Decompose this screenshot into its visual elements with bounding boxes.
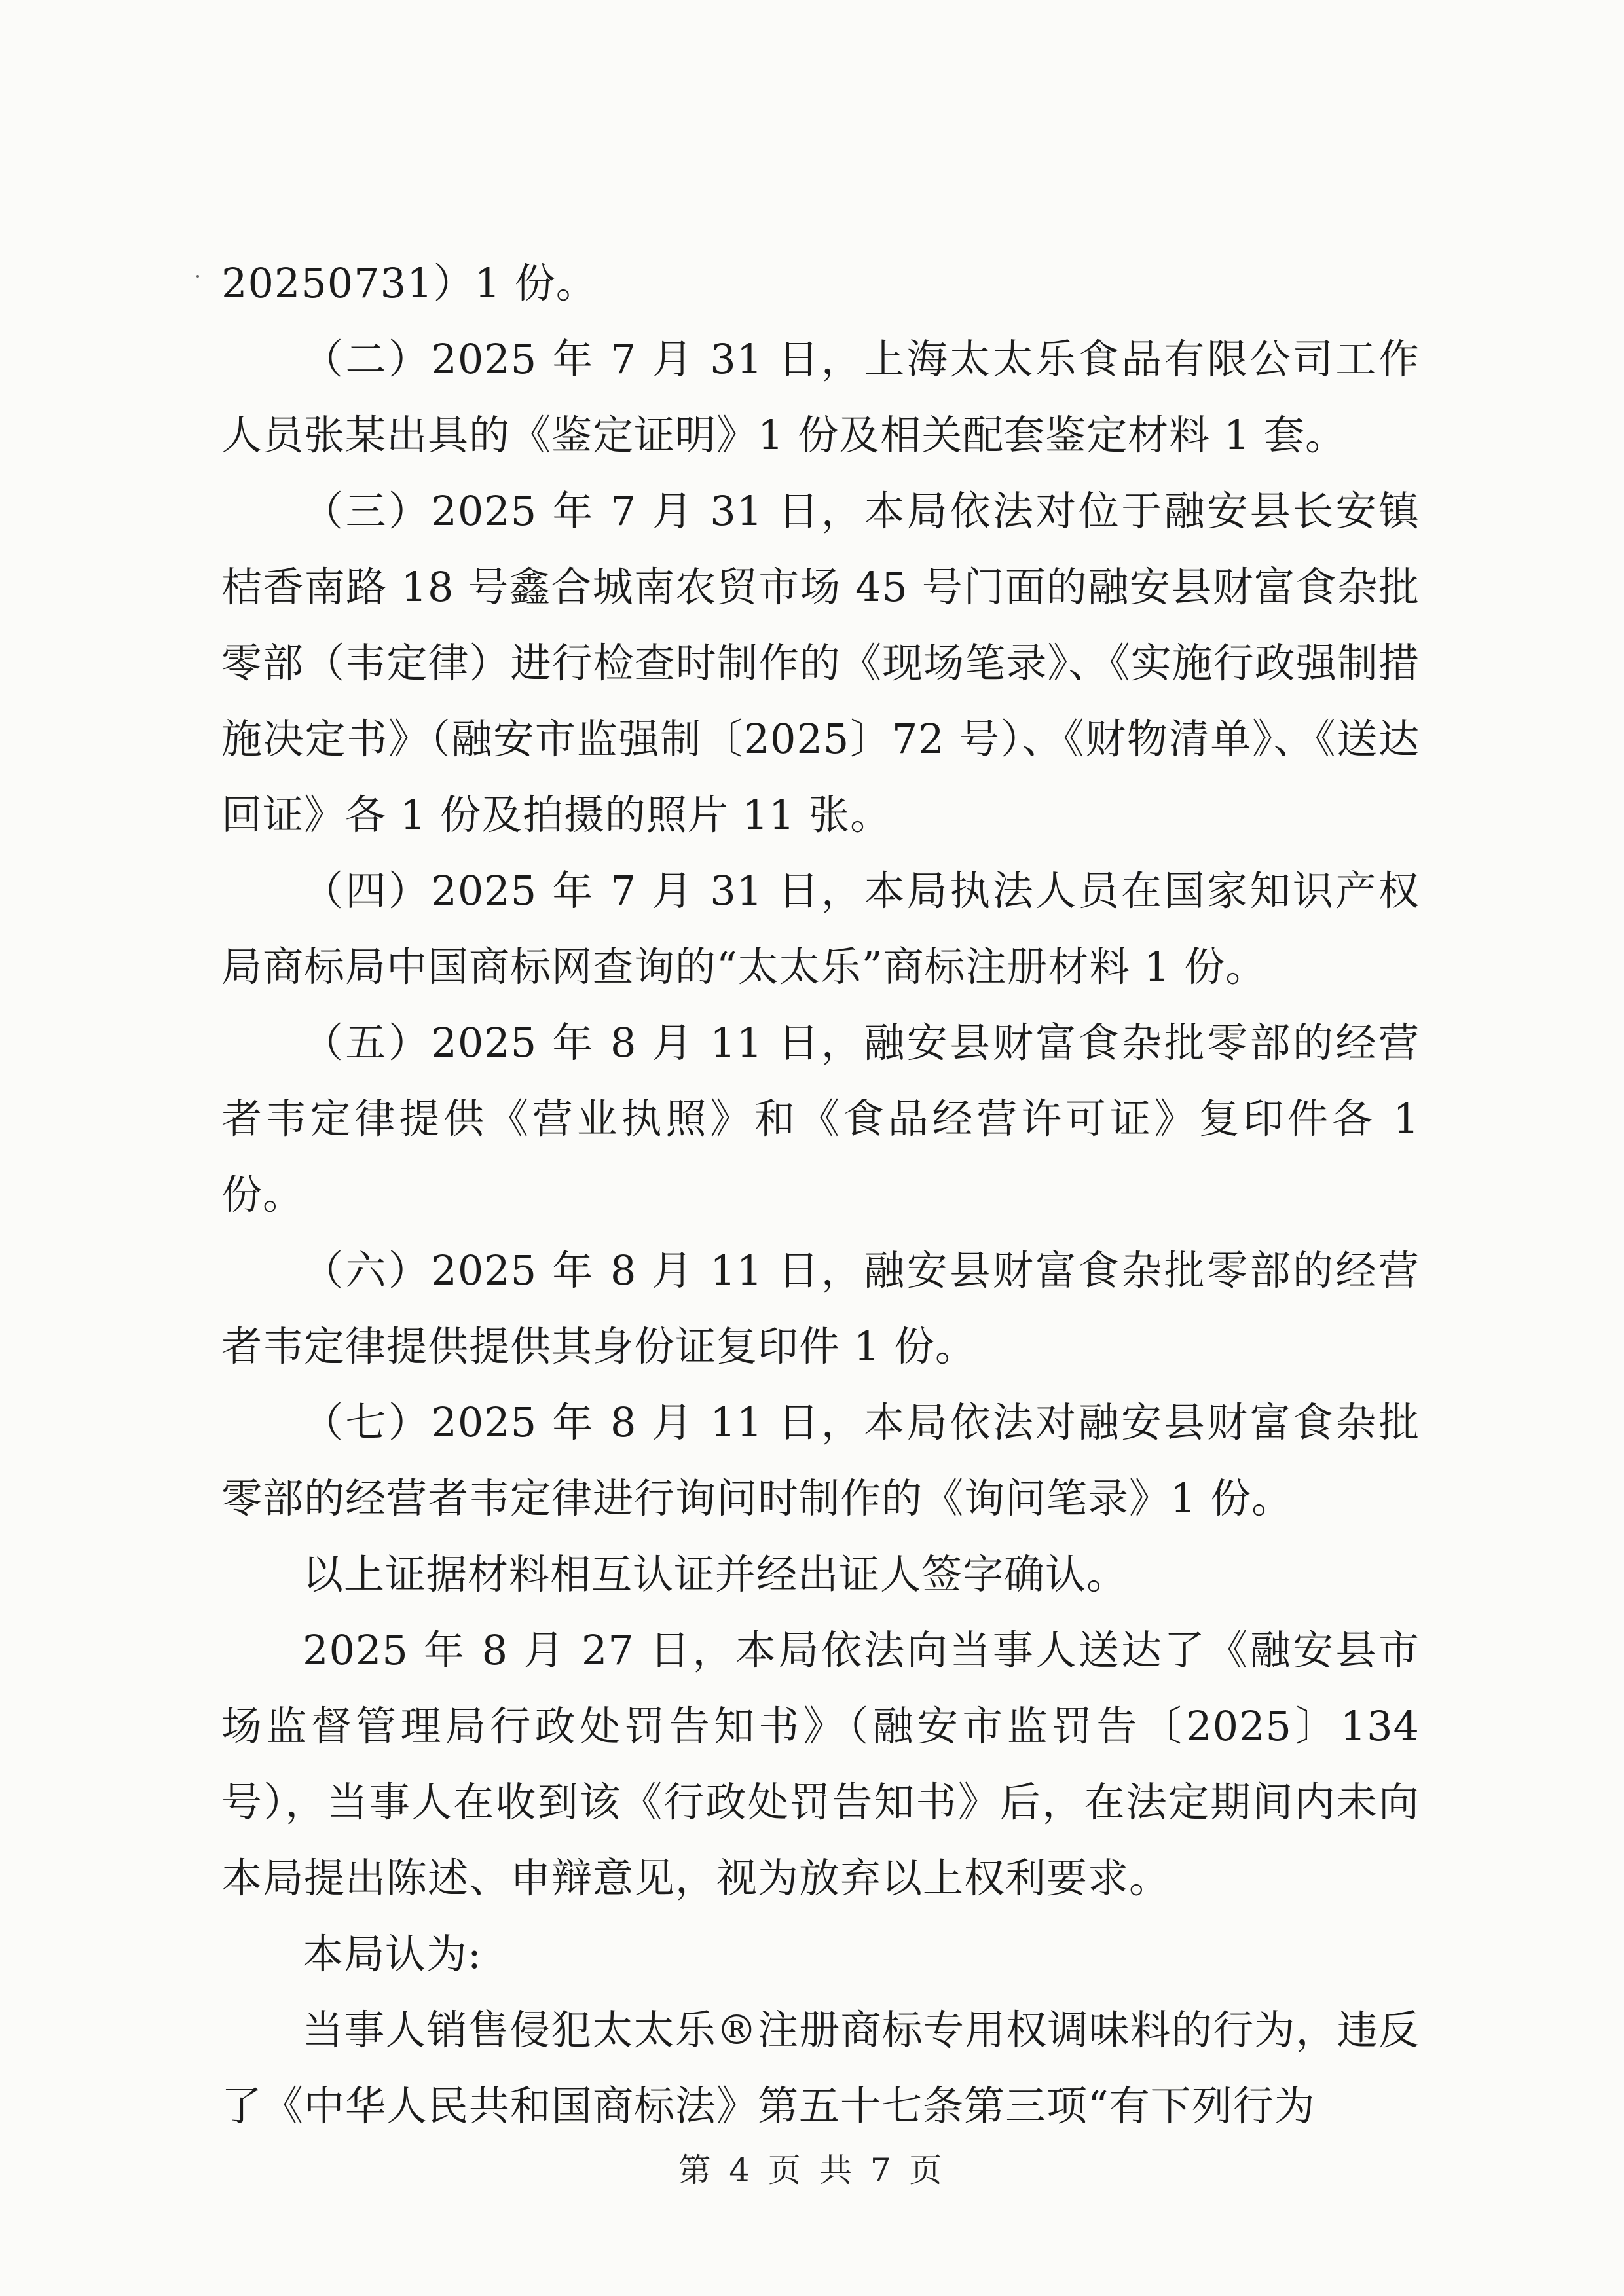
paragraph-evidence-7: （七）2025 年 8 月 11 日，本局依法对融安县财富食杂批零部的经营者韦定律进行询问时制作的《询问笔录》1 份。 xyxy=(221,1398,1420,1522)
page-number-footer: 第 4 页 共 7 页 xyxy=(678,2151,946,2189)
paragraph-evidence-summary: 以上证据材料相互认证并经出证人签字确认。 xyxy=(303,1550,1128,1598)
scan-speck xyxy=(196,275,199,278)
paragraph-evidence-4: （四）2025 年 7 月 31 日，本局执法人员在国家知识产权局商标局中国商标网查询的“太太乐”商标注册材料 1 份。 xyxy=(221,867,1420,991)
paragraph-evidence-3: （三）2025 年 7 月 31 日，本局依法对位于融安县长安镇桔香南路 18 号鑫合城南农贸市场 45 号门面的融安县财富食杂批零部（韦定律）进行检查时制作的《现场笔录》、《实施行政强制措施决定书》（融安市监强制〔2025〕72 号）、《财物清单》、《送达回证》各 1 份及拍摄的照片 11 张。 xyxy=(221,487,1420,839)
paragraph-evidence-5: （五）2025 年 8 月 11 日，融安县财富食杂批零部的经营者韦定律提供《营业执照》和《食品经营许可证》复印件各 1 份。 xyxy=(221,1019,1420,1218)
paragraph-bureau-opinion-heading: 本局认为: xyxy=(303,1930,482,1978)
paragraph-evidence-2: （二）2025 年 7 月 31 日，上海太太乐食品有限公司工作人员张某出具的《鉴定证明》1 份及相关配套鉴定材料 1 套。 xyxy=(221,335,1420,459)
paragraph-evidence-6: （六）2025 年 8 月 11 日，融安县财富食杂批零部的经营者韦定律提供提供其身份证复印件 1 份。 xyxy=(221,1247,1420,1370)
document-body xyxy=(221,246,1420,2144)
paragraph-violation: 当事人销售侵犯太太乐®注册商标专用权调味料的行为，违反了《中华人民共和国商标法》第五十七条第三项“有下列行为 xyxy=(221,2006,1420,2130)
paragraph-continuation: 20250731）1 份。 xyxy=(221,259,597,307)
paragraph-notice-delivery: 2025 年 8 月 27 日，本局依法向当事人送达了《融安县市场监督管理局行政处罚告知书》（融安市监罚告〔2025〕134 号），当事人在收到该《行政处罚告知书》后，在法定期间内未向本局提出陈述、申辩意见，视为放弃以上权利要求。 xyxy=(221,1626,1420,1902)
